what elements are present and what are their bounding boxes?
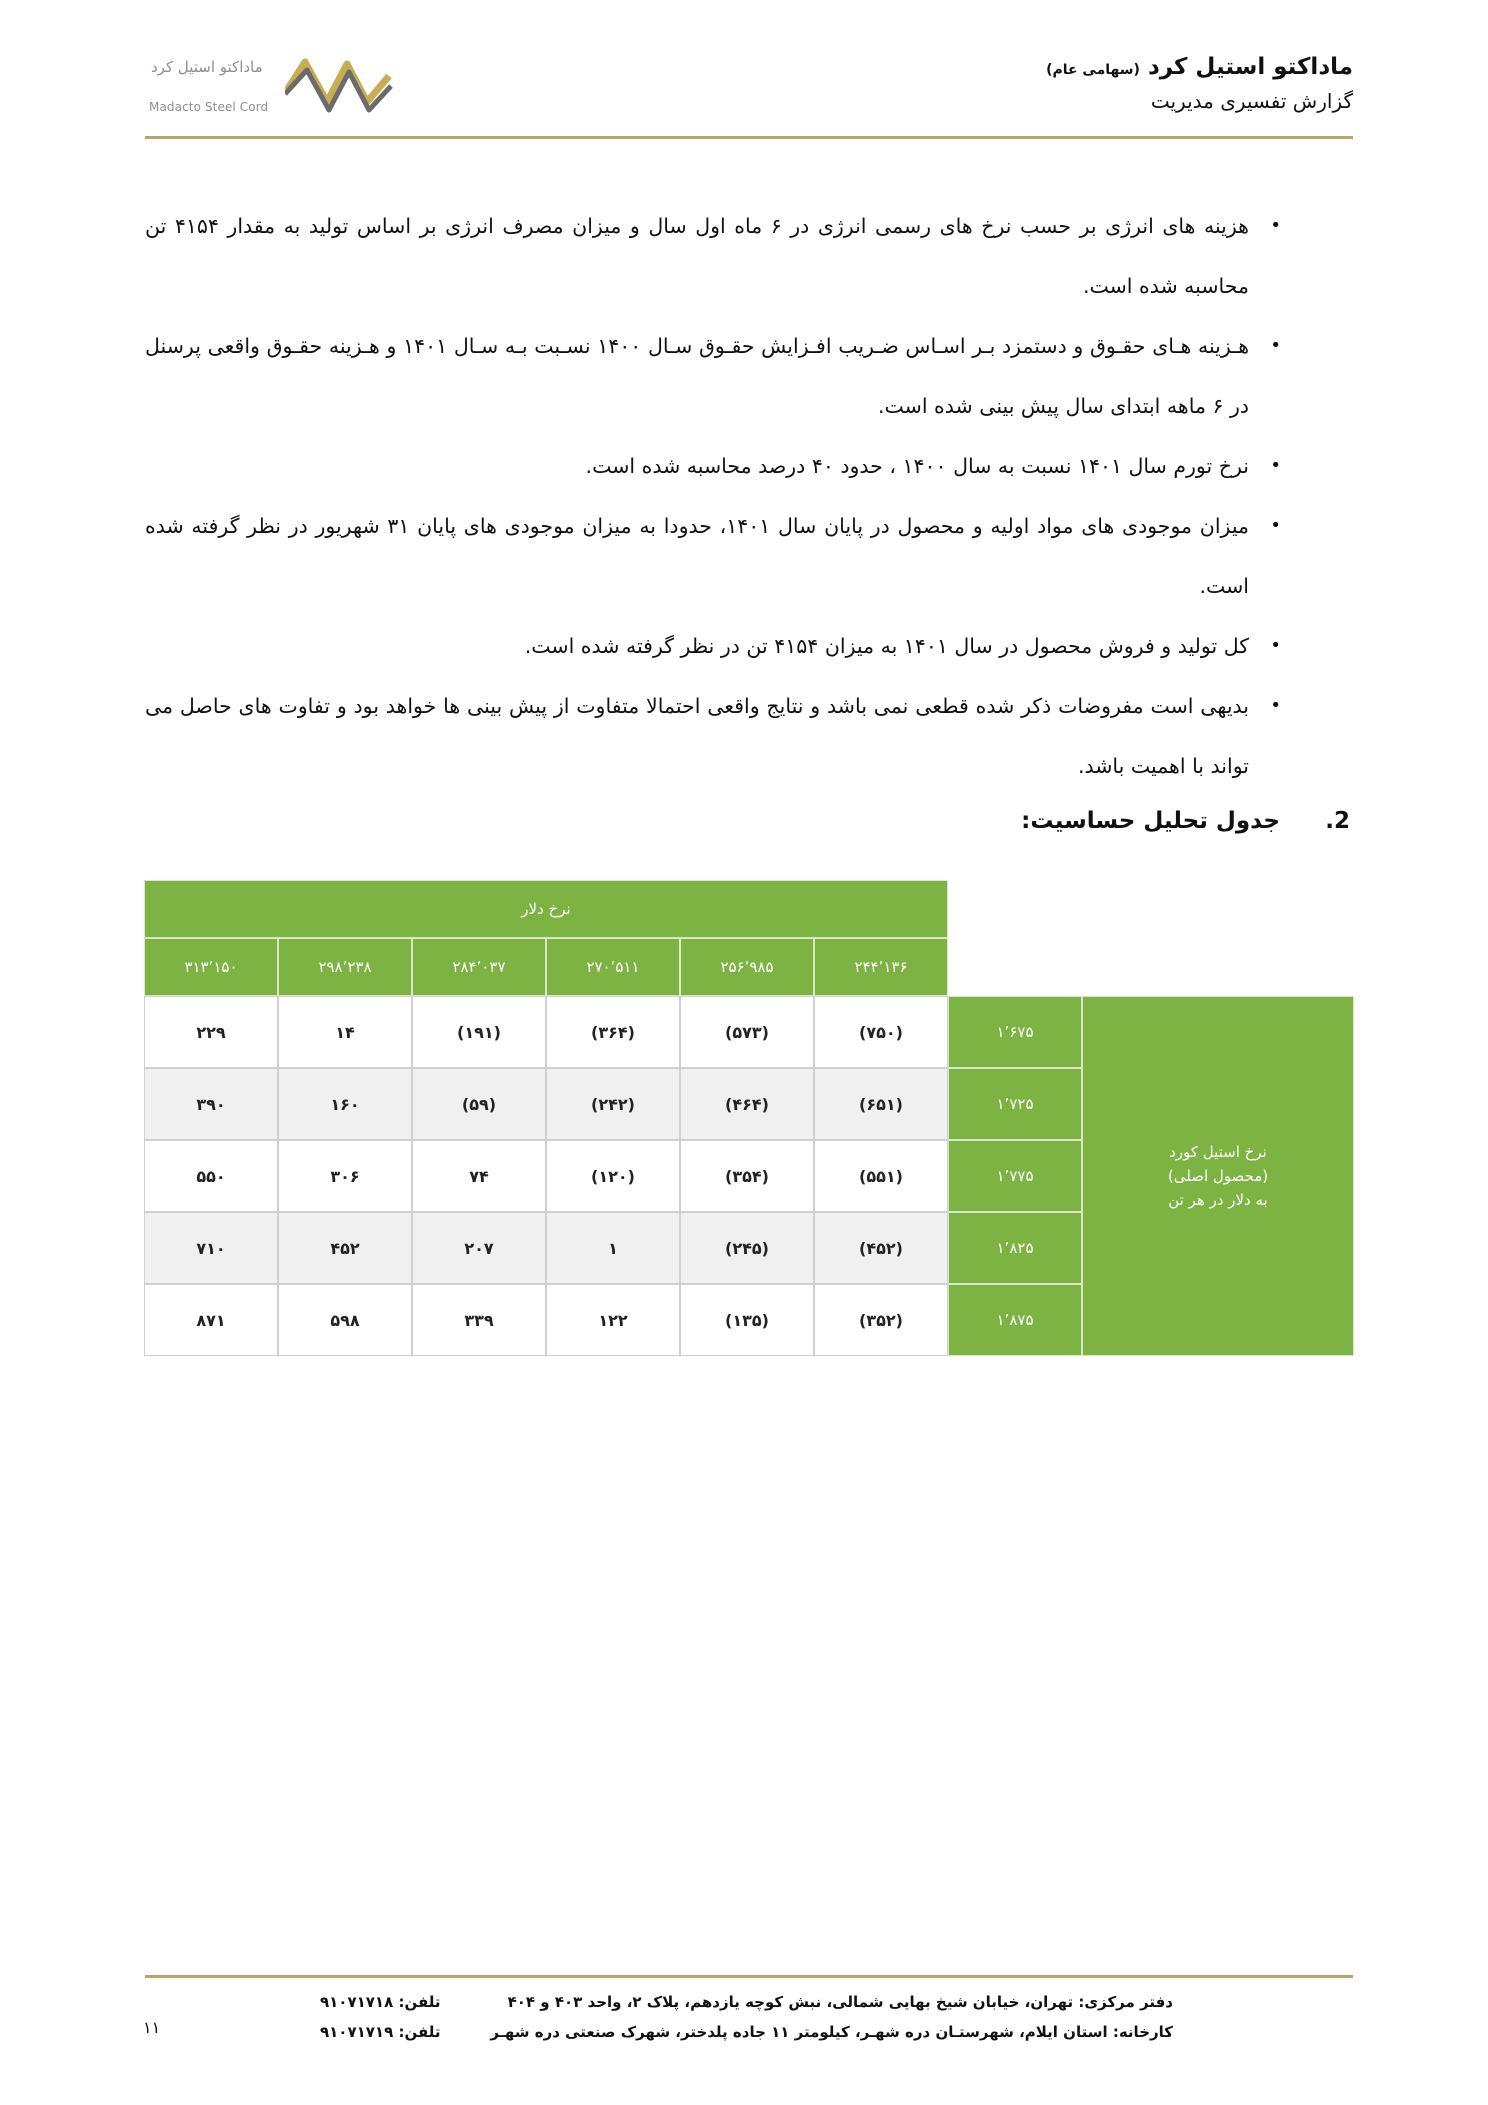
table-cell: (۴۵۲) bbox=[814, 1212, 948, 1284]
table-cell: (۳۶۴) bbox=[546, 996, 680, 1068]
steel-cord-rate-cell: ۱٬۸۷۵ bbox=[948, 1284, 1082, 1356]
table-cell: (۷۵۰) bbox=[814, 996, 948, 1068]
dollar-rate-cell: ۲۸۴٬۰۳۷ bbox=[412, 938, 546, 996]
footer-divider bbox=[145, 1975, 1353, 1978]
table-cell: ۱۴ bbox=[278, 996, 412, 1068]
table-cell: ۷۱۰ bbox=[144, 1212, 278, 1284]
list-item-text: هزینه های انرژی بر حسب نرخ های رسمی انرژی در ۶ ماه اول سال و میزان مصرف انرژی بر اساس تولید به مقدار ۴۱۵۴ تن محاسبه شده است. bbox=[145, 214, 1249, 298]
steel-cord-rate-cell: ۱٬۶۷۵ bbox=[948, 996, 1082, 1068]
table-cell: (۵۹) bbox=[412, 1068, 546, 1140]
list-item bbox=[145, 436, 1285, 496]
section-title: جدول تحلیل حساسیت: bbox=[1021, 808, 1280, 834]
table-cell: ۳۹۰ bbox=[144, 1068, 278, 1140]
page-number: ۱۱ bbox=[143, 2018, 161, 2037]
list-item bbox=[145, 496, 1285, 616]
table-cell: (۵۵۱) bbox=[814, 1140, 948, 1212]
table-cell: (۳۵۴) bbox=[680, 1140, 814, 1212]
list-item bbox=[145, 676, 1285, 796]
table-cell: (۳۵۲) bbox=[814, 1284, 948, 1356]
table-cell: ۲۰۷ bbox=[412, 1212, 546, 1284]
office-address: دفتر مرکزی: تهران، خیابان شیخ بهایی شمالی، نبش کوچه یازدهم، پلاک ۲، واحد ۴۰۳ و ۴۰۴ bbox=[507, 1993, 1173, 2011]
table-cell: ۱ bbox=[546, 1212, 680, 1284]
list-item-text: کل تولید و فروش محصول در سال ۱۴۰۱ به میزان ۴۱۵۴ تن در نظر گرفته شده است. bbox=[524, 634, 1249, 658]
logo-persian-text: ماداکتو استیل کرد bbox=[151, 58, 263, 76]
table-cell: ۵۵۰ bbox=[144, 1140, 278, 1212]
bullet-icon: • bbox=[1270, 335, 1281, 356]
table-cell: (۶۵۱) bbox=[814, 1068, 948, 1140]
dollar-rate-header: نرخ دلار bbox=[144, 880, 948, 938]
sensitivity-table bbox=[144, 880, 1354, 1380]
side-label-text bbox=[1168, 1140, 1268, 1212]
steel-cord-rate-cell: ۱٬۸۲۵ bbox=[948, 1212, 1082, 1284]
steel-cord-price-label bbox=[1082, 996, 1354, 1356]
dollar-rate-cell: ۲۷۰٬۵۱۱ bbox=[546, 938, 680, 996]
side-label-line: (محصول اصلی) bbox=[1167, 1167, 1269, 1185]
company-name: ماداکتو استیل کرد bbox=[1147, 54, 1353, 80]
list-item bbox=[145, 616, 1285, 676]
bullet-icon: • bbox=[1270, 695, 1281, 716]
company-title bbox=[1046, 54, 1353, 80]
list-item bbox=[145, 316, 1285, 436]
company-type: (سهامی عام) bbox=[1046, 62, 1140, 78]
list-item-text: میزان موجودی های مواد اولیه و محصول در پایان سال ۱۴۰۱، حدودا به میزان موجودی های پایان ۳۱ شهریور در نظر گرفته شده است. bbox=[145, 514, 1249, 598]
page-header bbox=[145, 44, 1353, 140]
table-cell: ۳۰۶ bbox=[278, 1140, 412, 1212]
table-cell: (۵۷۳) bbox=[680, 996, 814, 1068]
header-divider bbox=[145, 136, 1353, 139]
dollar-rate-cell: ۲۵۶٬۹۸۵ bbox=[680, 938, 814, 996]
logo-english-text: Madacto Steel Cord bbox=[149, 100, 269, 114]
steel-cord-rate-cell: ۱٬۷۲۵ bbox=[948, 1068, 1082, 1140]
table-cell: (۲۴۵) bbox=[680, 1212, 814, 1284]
table-cell: (۱۹۱) bbox=[412, 996, 546, 1068]
table-cell: ۵۹۸ bbox=[278, 1284, 412, 1356]
table-cell: ۷۴ bbox=[412, 1140, 546, 1212]
table-cell: (۱۳۵) bbox=[680, 1284, 814, 1356]
dollar-rate-cell: ۲۴۴٬۱۳۶ bbox=[814, 938, 948, 996]
office-phone: تلفن: ۹۱۰۷۱۷۱۸ bbox=[320, 1993, 441, 2011]
table-cell: ۱۶۰ bbox=[278, 1068, 412, 1140]
table-cell: ۳۳۹ bbox=[412, 1284, 546, 1356]
side-label-line: نرخ استیل کورد bbox=[1169, 1143, 1267, 1161]
section-heading bbox=[1021, 808, 1350, 834]
bullet-icon: • bbox=[1270, 635, 1281, 656]
list-item bbox=[145, 196, 1285, 316]
dollar-rate-cell: ۳۱۳٬۱۵۰ bbox=[144, 938, 278, 996]
table-cell: ۸۷۱ bbox=[144, 1284, 278, 1356]
table-cell: (۲۴۲) bbox=[546, 1068, 680, 1140]
bullet-icon: • bbox=[1270, 455, 1281, 476]
steel-cord-rate-cell: ۱٬۷۷۵ bbox=[948, 1140, 1082, 1212]
list-item-text: نرخ تورم سال ۱۴۰۱ نسبت به سال ۱۴۰۰ ، حدود ۴۰ درصد محاسبه شده است. bbox=[585, 454, 1249, 478]
factory-address: کارخانه: استان ایلام، شهرستـان دره شهـر، کیلومتر ۱۱ جاده پلدختر، شهرک صنعتی دره شهـر bbox=[490, 2023, 1173, 2041]
assumptions-list bbox=[145, 196, 1285, 796]
list-item-text: بدیهی است مفروضات ذکر شده قطعی نمی باشد و نتایج واقعی احتمالا متفاوت از پیش بینی ها خواهد بود و تفاوت های حاصل می تواند با اهمیت باشد. bbox=[145, 694, 1249, 778]
bullet-icon: • bbox=[1270, 515, 1281, 536]
list-item-text: هـزینه هـای حقـوق و دستمزد بـر اسـاس ضـریب افـزایش حقـوق سـال ۱۴۰۰ نسـبت بـه سـال ۱۴۰۱ و هـزینه حقـوق واقعی پرسنل در ۶ ماهه ابتدای سال پیش بینی شده است. bbox=[145, 334, 1249, 418]
table-cell: (۴۶۴) bbox=[680, 1068, 814, 1140]
dollar-rate-cell: ۲۹۸٬۲۳۸ bbox=[278, 938, 412, 996]
table-cell: ۱۲۲ bbox=[546, 1284, 680, 1356]
bullet-icon: • bbox=[1270, 215, 1281, 236]
table-cell: (۱۲۰) bbox=[546, 1140, 680, 1212]
table-cell: ۴۵۲ bbox=[278, 1212, 412, 1284]
table-cell: ۲۲۹ bbox=[144, 996, 278, 1068]
report-title: گزارش تفسیری مدیریت bbox=[1150, 89, 1353, 113]
section-number: 2. bbox=[1325, 808, 1350, 834]
factory-phone: تلفن: ۹۱۰۷۱۷۱۹ bbox=[320, 2023, 441, 2041]
logo-wave-icon bbox=[285, 56, 393, 120]
side-label-line: به دلار در هر تن bbox=[1168, 1191, 1268, 1209]
company-logo bbox=[145, 50, 395, 126]
